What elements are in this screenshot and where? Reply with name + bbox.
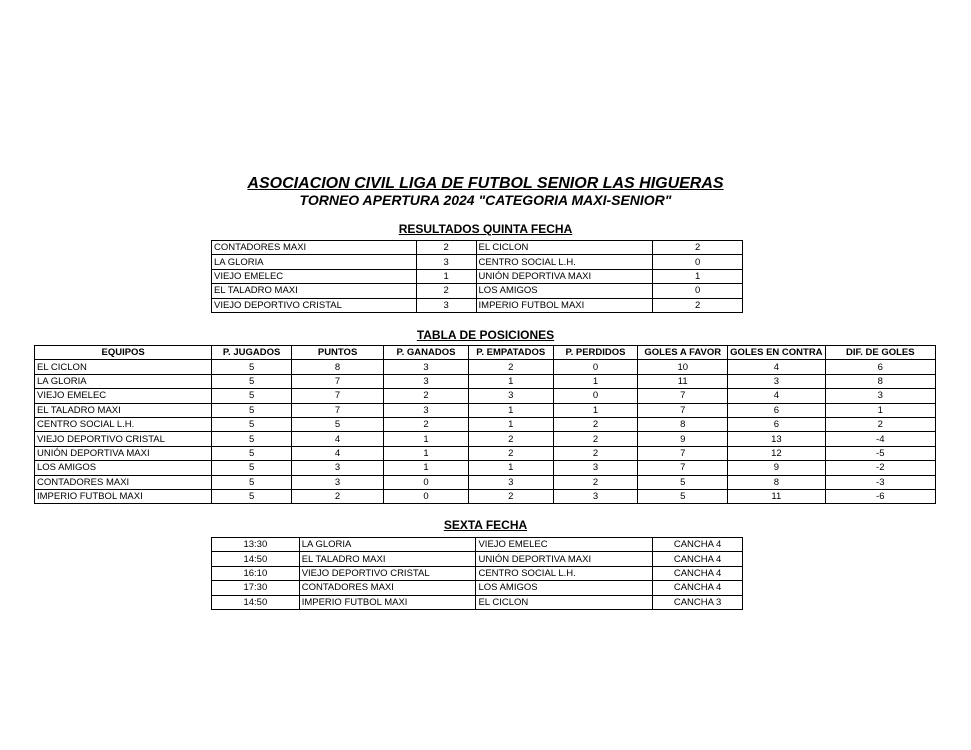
stat-cell: 12 (728, 446, 825, 460)
stat-cell: 9 (638, 432, 728, 446)
stat-cell: 2 (468, 360, 553, 374)
field-name: CANCHA 3 (653, 595, 743, 609)
stat-cell: 3 (384, 360, 469, 374)
stat-cell: 7 (638, 403, 728, 417)
column-header: DIF. DE GOLES (825, 346, 935, 360)
fixture-row (212, 538, 743, 552)
stat-cell: 2 (384, 389, 469, 403)
home-team: CONTADORES MAXI (212, 241, 417, 255)
column-header: GOLES EN CONTRA (728, 346, 825, 360)
stat-cell: 1 (825, 403, 935, 417)
stat-cell: 1 (468, 417, 553, 431)
fixture-row (212, 595, 743, 609)
stat-cell: 3 (468, 475, 553, 489)
stat-cell: 5 (212, 475, 292, 489)
stat-cell: 3 (384, 403, 469, 417)
stat-cell: 1 (384, 432, 469, 446)
stat-cell: 2 (553, 446, 638, 460)
home-goals: 2 (416, 241, 476, 255)
stat-cell: 7 (638, 461, 728, 475)
results-section-title: RESULTADOS QUINTA FECHA (398, 222, 573, 236)
result-row (212, 255, 743, 269)
fixture-row (212, 581, 743, 595)
team-name: CENTRO SOCIAL L.H. (35, 417, 212, 431)
match-time: 13:30 (212, 538, 300, 552)
stat-cell: 3 (468, 389, 553, 403)
fixture-row (212, 566, 743, 580)
stat-cell: 11 (728, 489, 825, 503)
stat-cell: 4 (728, 360, 825, 374)
away-team: IMPERIO FUTBOL MAXI (476, 298, 653, 312)
stat-cell: 6 (728, 403, 825, 417)
away-goals: 0 (653, 284, 743, 298)
tournament-subtitle: TORNEO APERTURA 2024 "CATEGORIA MAXI-SENIOR" (299, 192, 672, 208)
column-header: GOLES A FAVOR (638, 346, 728, 360)
stat-cell: 5 (212, 374, 292, 388)
standings-row (35, 360, 936, 374)
column-header: P. EMPATADOS (468, 346, 553, 360)
stat-cell: 8 (291, 360, 383, 374)
stat-cell: 10 (638, 360, 728, 374)
stat-cell: 8 (638, 417, 728, 431)
team-name: VIEJO EMELEC (35, 389, 212, 403)
home-goals: 3 (416, 255, 476, 269)
team-name: EL TALADRO MAXI (35, 403, 212, 417)
result-row (212, 269, 743, 283)
stat-cell: 5 (638, 489, 728, 503)
stat-cell: 4 (728, 389, 825, 403)
result-row (212, 298, 743, 312)
stat-cell: 7 (638, 389, 728, 403)
away-team: CENTRO SOCIAL L.H. (476, 255, 653, 269)
stat-cell: 1 (468, 461, 553, 475)
result-row (212, 284, 743, 298)
column-header: P. JUGADOS (212, 346, 292, 360)
stat-cell: 1 (384, 461, 469, 475)
stat-cell: -4 (825, 432, 935, 446)
away-goals: 0 (653, 255, 743, 269)
stat-cell: 3 (825, 389, 935, 403)
home-goals: 3 (416, 298, 476, 312)
match-time: 14:50 (212, 552, 300, 566)
column-header: P. GANADOS (384, 346, 469, 360)
stat-cell: 3 (384, 374, 469, 388)
stat-cell: 5 (212, 403, 292, 417)
stat-cell: 5 (291, 417, 383, 431)
stat-cell: 1 (553, 403, 638, 417)
stat-cell: 1 (384, 446, 469, 460)
away-team: UNIÓN DEPORTIVA MAXI (476, 269, 653, 283)
stat-cell: 4 (291, 446, 383, 460)
home-team: EL TALADRO MAXI (299, 552, 476, 566)
away-goals: 2 (653, 298, 743, 312)
stat-cell: 5 (212, 461, 292, 475)
home-team: CONTADORES MAXI (299, 581, 476, 595)
away-goals: 2 (653, 241, 743, 255)
standings-row (35, 446, 936, 460)
home-team: VIEJO EMELEC (212, 269, 417, 283)
stat-cell: 13 (728, 432, 825, 446)
standings-row (35, 489, 936, 503)
team-name: CONTADORES MAXI (35, 475, 212, 489)
standings-section-title: TABLA DE POSICIONES (416, 328, 555, 342)
stat-cell: 8 (825, 374, 935, 388)
league-title: ASOCIACION CIVIL LIGA DE FUTBOL SENIOR LAS HIGUERAS (247, 175, 724, 192)
away-team: EL CICLON (476, 241, 653, 255)
standings-row (35, 389, 936, 403)
stat-cell: -3 (825, 475, 935, 489)
stat-cell: 2 (468, 446, 553, 460)
stat-cell: 0 (384, 489, 469, 503)
team-name: LOS AMIGOS (35, 461, 212, 475)
team-name: UNIÓN DEPORTIVA MAXI (35, 446, 212, 460)
result-row (212, 241, 743, 255)
stat-cell: -5 (825, 446, 935, 460)
stat-cell: 2 (384, 417, 469, 431)
stat-cell: 2 (553, 417, 638, 431)
home-team: EL TALADRO MAXI (212, 284, 417, 298)
field-name: CANCHA 4 (653, 581, 743, 595)
away-team: VIEJO EMELEC (476, 538, 653, 552)
standings-table (34, 345, 936, 504)
stat-cell: 2 (553, 475, 638, 489)
stat-cell: 7 (291, 403, 383, 417)
field-name: CANCHA 4 (653, 538, 743, 552)
standings-row (35, 403, 936, 417)
results-table (211, 240, 743, 313)
away-team: LOS AMIGOS (476, 284, 653, 298)
away-team: EL CICLON (476, 595, 653, 609)
home-goals: 2 (416, 284, 476, 298)
stat-cell: 2 (468, 432, 553, 446)
stat-cell: 9 (728, 461, 825, 475)
stat-cell: -6 (825, 489, 935, 503)
stat-cell: 5 (638, 475, 728, 489)
home-goals: 1 (416, 269, 476, 283)
team-name: LA GLORIA (35, 374, 212, 388)
stat-cell: 5 (212, 417, 292, 431)
stat-cell: 6 (728, 417, 825, 431)
stat-cell: 5 (212, 489, 292, 503)
match-time: 14:50 (212, 595, 300, 609)
away-goals: 1 (653, 269, 743, 283)
stat-cell: 0 (553, 389, 638, 403)
team-name: EL CICLON (35, 360, 212, 374)
stat-cell: 0 (384, 475, 469, 489)
team-name: IMPERIO FUTBOL MAXI (35, 489, 212, 503)
stat-cell: 5 (212, 432, 292, 446)
away-team: UNIÓN DEPORTIVA MAXI (476, 552, 653, 566)
field-name: CANCHA 4 (653, 566, 743, 580)
fixture-row (212, 552, 743, 566)
team-name: VIEJO DEPORTIVO CRISTAL (35, 432, 212, 446)
standings-row (35, 417, 936, 431)
column-header: PUNTOS (291, 346, 383, 360)
stat-cell: 2 (291, 489, 383, 503)
standings-row (35, 461, 936, 475)
stat-cell: 3 (553, 461, 638, 475)
stat-cell: 1 (468, 403, 553, 417)
stat-cell: 7 (291, 374, 383, 388)
away-team: LOS AMIGOS (476, 581, 653, 595)
stat-cell: 7 (638, 446, 728, 460)
stat-cell: 4 (291, 432, 383, 446)
standings-row (35, 475, 936, 489)
stat-cell: -2 (825, 461, 935, 475)
stat-cell: 7 (291, 389, 383, 403)
match-time: 16:10 (212, 566, 300, 580)
stat-cell: 2 (468, 489, 553, 503)
stat-cell: 5 (212, 360, 292, 374)
stat-cell: 3 (291, 475, 383, 489)
fixture-table (211, 537, 743, 610)
home-team: LA GLORIA (212, 255, 417, 269)
standings-row (35, 432, 936, 446)
field-name: CANCHA 4 (653, 552, 743, 566)
stat-cell: 0 (553, 360, 638, 374)
stat-cell: 3 (728, 374, 825, 388)
stat-cell: 5 (212, 389, 292, 403)
standings-row (35, 374, 936, 388)
stat-cell: 1 (468, 374, 553, 388)
stat-cell: 11 (638, 374, 728, 388)
stat-cell: 3 (291, 461, 383, 475)
column-header: P. PERDIDOS (553, 346, 638, 360)
home-team: LA GLORIA (299, 538, 476, 552)
stat-cell: 6 (825, 360, 935, 374)
home-team: VIEJO DEPORTIVO CRISTAL (299, 566, 476, 580)
home-team: IMPERIO FUTBOL MAXI (299, 595, 476, 609)
column-header: EQUIPOS (35, 346, 212, 360)
stat-cell: 8 (728, 475, 825, 489)
home-team: VIEJO DEPORTIVO CRISTAL (212, 298, 417, 312)
stat-cell: 1 (553, 374, 638, 388)
stat-cell: 2 (553, 432, 638, 446)
match-time: 17:30 (212, 581, 300, 595)
stat-cell: 2 (825, 417, 935, 431)
away-team: CENTRO SOCIAL L.H. (476, 566, 653, 580)
fixture-section-title: SEXTA FECHA (443, 518, 528, 532)
stat-cell: 5 (212, 446, 292, 460)
stat-cell: 3 (553, 489, 638, 503)
